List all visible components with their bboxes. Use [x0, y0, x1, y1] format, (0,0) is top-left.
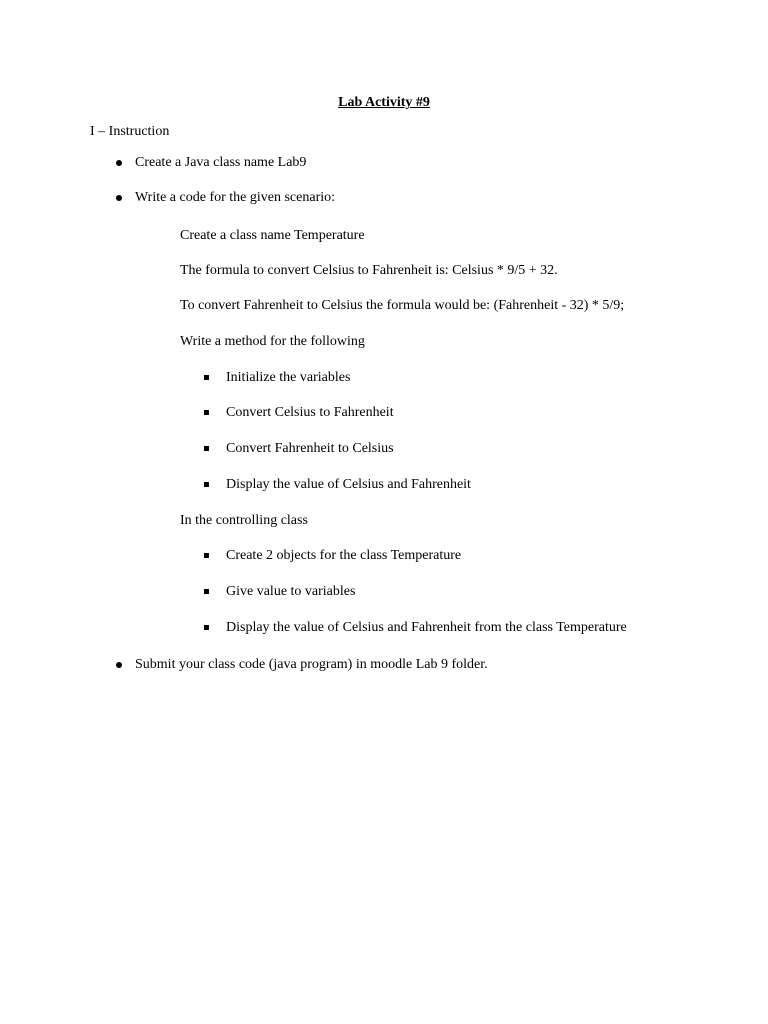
controlling-heading: In the controlling class: [180, 513, 308, 528]
scenario-line: The formula to convert Celsius to Fahrenheit is: Celsius * 9/5 + 32.: [180, 263, 558, 278]
method-item: Display the value of Celsius and Fahrenheit: [226, 477, 471, 492]
bullet-item: Write a code for the given scenario:: [135, 190, 336, 205]
scenario-line: To convert Fahrenheit to Celsius the formula would be: (Fahrenheit - 32) * 5/9;: [180, 298, 625, 313]
scenario-line: Create a class name Temperature: [180, 228, 365, 243]
square-bullet-icon: [204, 482, 209, 487]
bullet-dot-icon: [116, 662, 122, 668]
method-item: Convert Celsius to Fahrenheit: [226, 405, 394, 420]
method-item: Initialize the variables: [226, 370, 351, 385]
square-bullet-icon: [204, 625, 209, 630]
square-bullet-icon: [204, 410, 209, 415]
bullet-item: Create a Java class name Lab9: [135, 155, 307, 170]
bullet-item: Submit your class code (java program) in moodle Lab 9 folder.: [135, 657, 488, 672]
bullet-dot-icon: [116, 195, 122, 201]
square-bullet-icon: [204, 553, 209, 558]
section-heading: I – Instruction: [90, 124, 170, 139]
bullet-dot-icon: [116, 160, 122, 166]
controlling-item: Give value to variables: [226, 584, 356, 599]
controlling-item: Display the value of Celsius and Fahrenheit from the class Temperature: [226, 620, 627, 635]
square-bullet-icon: [204, 589, 209, 594]
controlling-item: Create 2 objects for the class Temperature: [226, 548, 462, 563]
document-title: Lab Activity #9: [338, 95, 430, 110]
square-bullet-icon: [204, 375, 209, 380]
square-bullet-icon: [204, 446, 209, 451]
method-item: Convert Fahrenheit to Celsius: [226, 441, 394, 456]
scenario-line: Write a method for the following: [180, 334, 365, 349]
